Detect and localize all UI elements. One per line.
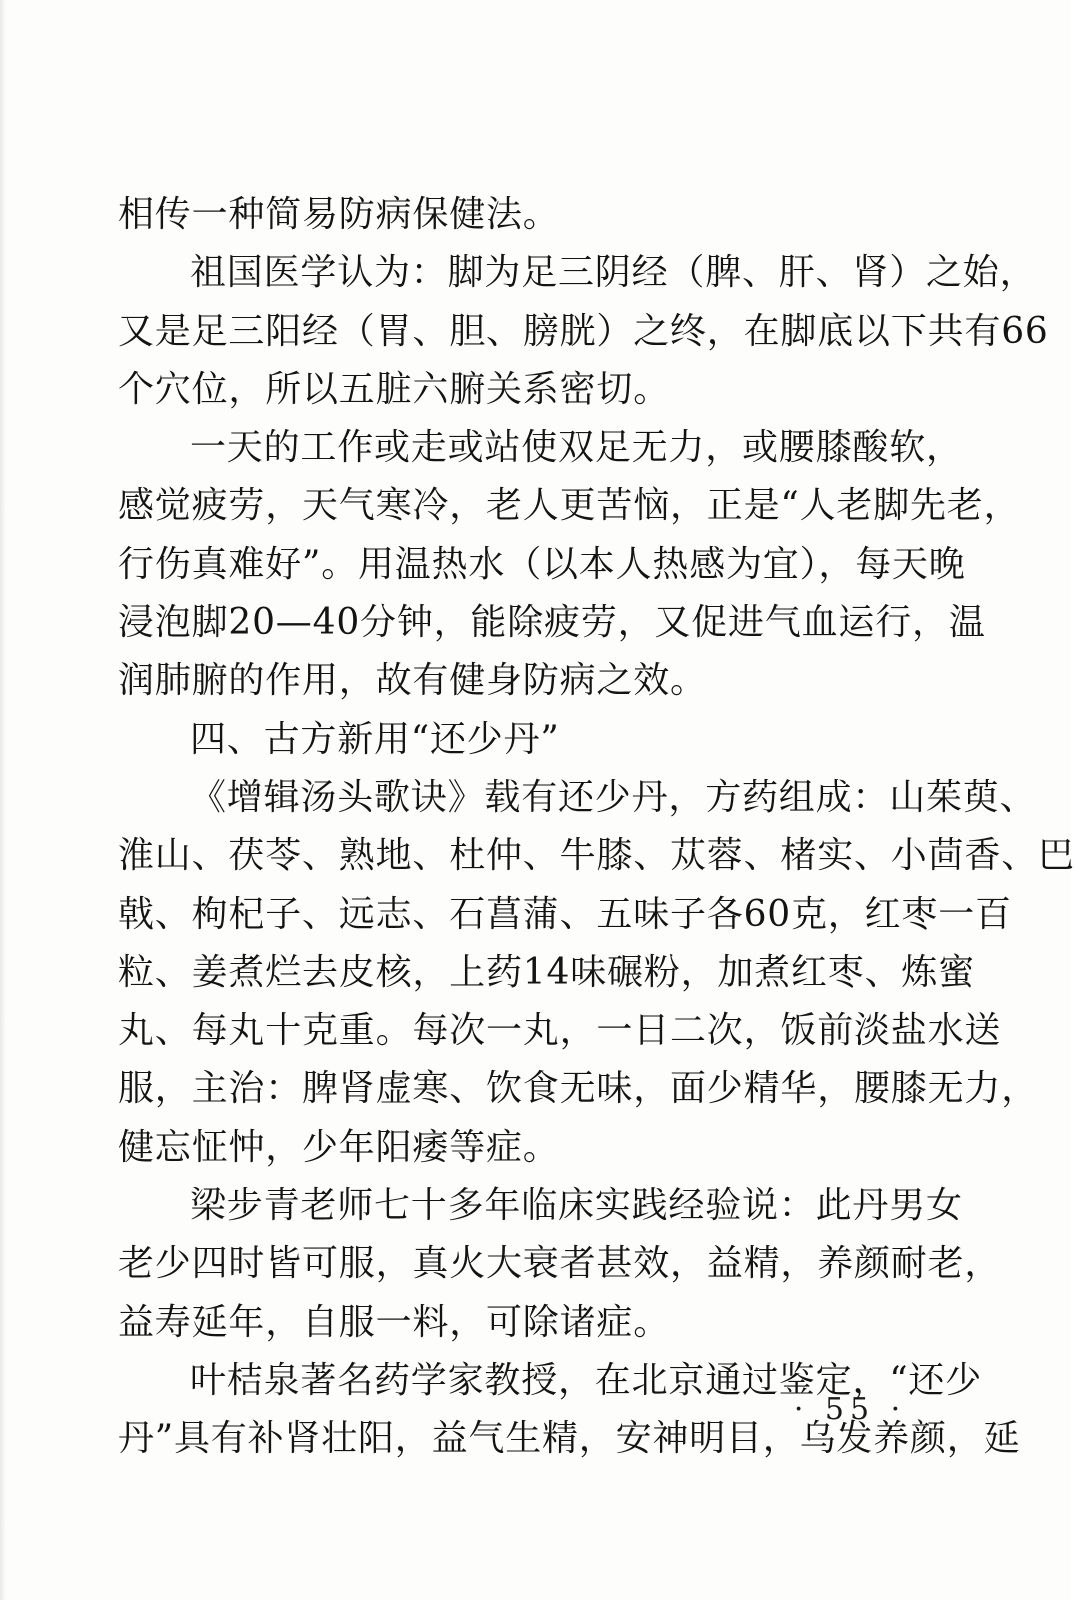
text-line: 戟、枸杞子、远志、石菖蒲、五味子各60克，红枣一百	[118, 893, 1012, 935]
paragraph-first-line: 叶桔泉著名药学家教授，在北京通过鉴定，“还少	[190, 1359, 983, 1401]
paragraph-first-line: 一天的工作或走或站使双足无力，或腰膝酸软，	[190, 427, 963, 469]
text-line: 丸、每丸十克重。每次一丸，一日二次，饭前淡盐水送	[118, 1010, 1002, 1052]
text-line: 丹”具有补肾壮阳，益气生精，安神明目，乌发养颜，延	[118, 1418, 1021, 1460]
page-number: · 55 ·	[793, 1392, 907, 1427]
text-line: 老少四时皆可服，真火大衰者甚效，益精，养颜耐老，	[118, 1243, 1002, 1285]
body-text	[118, 186, 1075, 1469]
page-edge-shadow	[0, 0, 6, 1600]
text-line: 粒、姜煮烂去皮核，上药14味碾粉，加煮红枣、炼蜜	[118, 951, 976, 993]
text-line: 行伤真难好”。用温热水（以本人热感为宜），每天晚	[118, 543, 966, 585]
paragraph-first-line: 祖国医学认为：脚为足三阴经（脾、肝、肾）之始，	[190, 252, 1037, 294]
section-heading: 四、古方新用“还少丹”	[190, 718, 560, 760]
text-line: 润肺腑的作用，故有健身防病之效。	[118, 660, 707, 702]
paragraph-first-line: 《增辑汤头歌诀》载有还少丹，方药组成：山茱萸、	[190, 776, 1037, 818]
text-line: 浸泡脚20—40分钟，能除疲劳，又促进气血运行，温	[118, 602, 986, 644]
text-line: 健忘怔忡，少年阳痿等症。	[118, 1126, 560, 1168]
text-line: 服，主治：脾肾虚寒、饮食无味，面少精华，腰膝无力，	[118, 1068, 1039, 1110]
text-line: 又是足三阳经（胃、胆、膀胱）之终，在脚底以下共有66	[118, 310, 1049, 352]
text-line: 感觉疲劳，天气寒冷，老人更苦恼，正是“人老脚先老，	[118, 485, 1021, 527]
text-line: 相传一种简易防病保健法。	[118, 194, 560, 235]
text-line: 淮山、茯苓、熟地、杜仲、牛膝、苁蓉、楮实、小茴香、巴	[118, 835, 1075, 877]
text-line: 个穴位，所以五脏六腑关系密切。	[118, 368, 671, 410]
paragraph-first-line: 梁步青老师七十多年临床实践经验说：此丹男女	[190, 1185, 963, 1227]
text-line: 益寿延年，自服一料，可除诸症。	[118, 1301, 671, 1343]
